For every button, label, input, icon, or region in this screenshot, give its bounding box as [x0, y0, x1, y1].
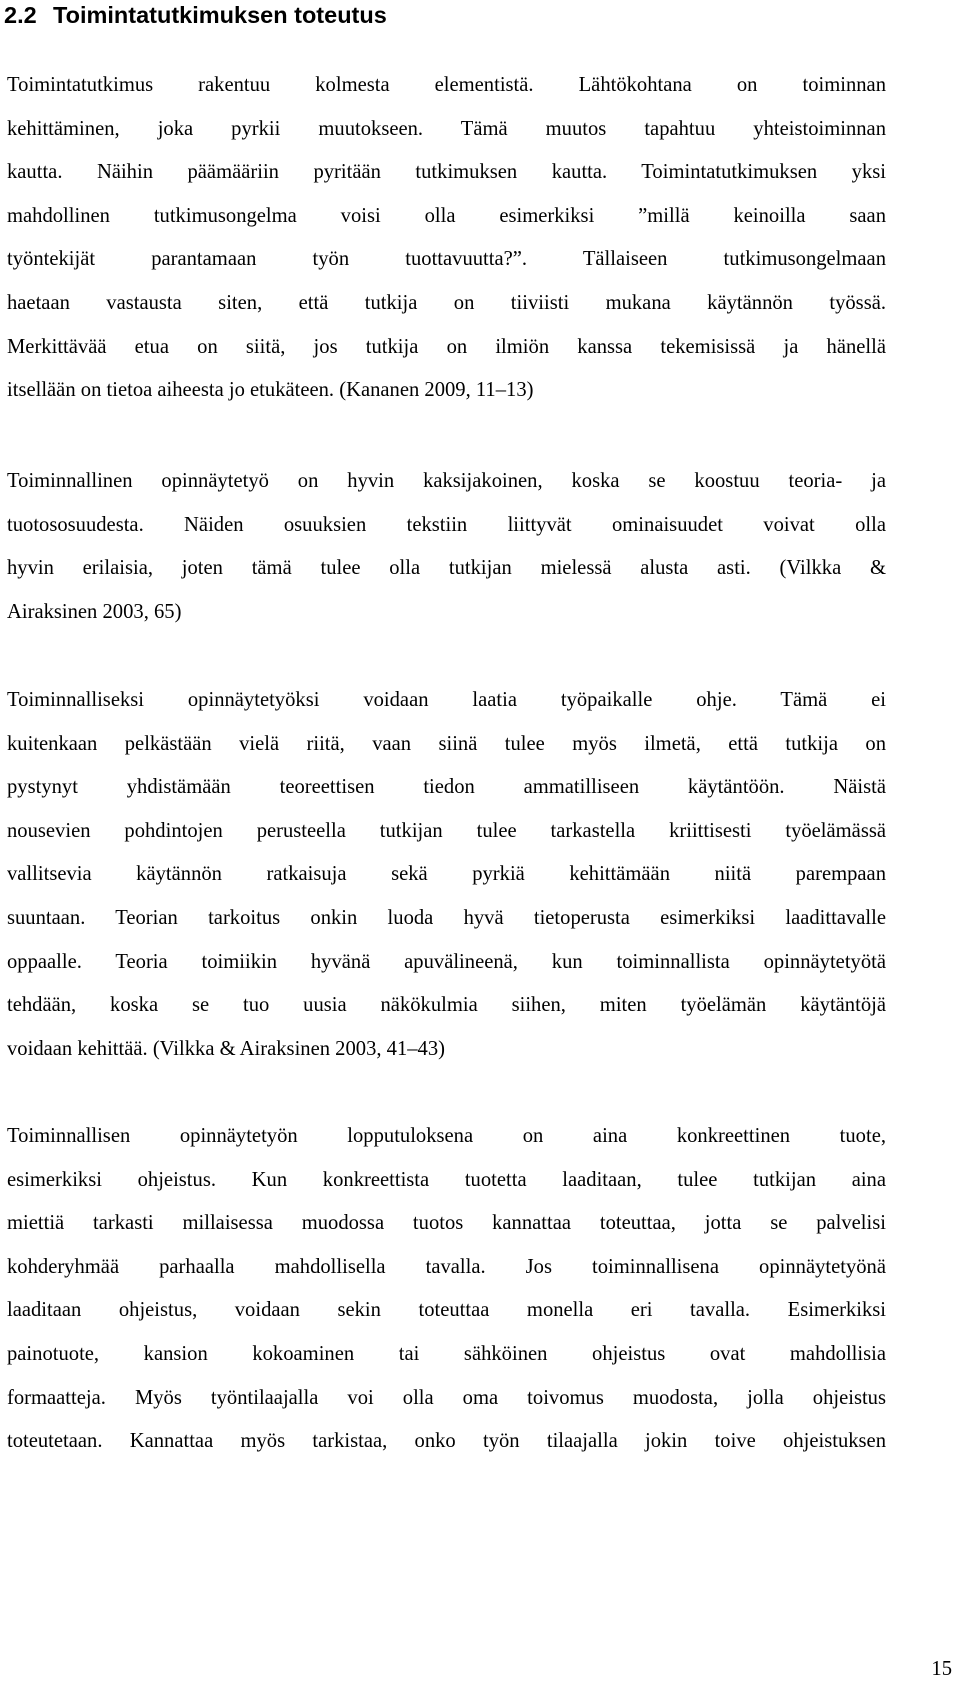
paragraph-line: Toimintatutkimus rakentuu kolmesta elementistä. Lähtökohtana on toiminnan	[7, 74, 886, 96]
paragraph-line: Toiminnallinen opinnäytetyö on hyvin kaksijakoinen, koska se koostuu teoria- ja	[7, 470, 886, 492]
paragraph-line: kehittäminen, joka pyrkii muutokseen. Tämä muutos tapahtuu yhteistoiminnan	[7, 117, 886, 140]
paragraph-line: Toiminnallisen opinnäytetyön lopputuloksena on aina konkreettinen tuote,	[7, 1125, 886, 1147]
paragraph-line: oppaalle. Teoria toimiikin hyvänä apuvälineenä, kun toiminnallista opinnäytetyötä	[7, 950, 886, 973]
paragraph-line: toteutetaan. Kannattaa myös tarkistaa, onko työn tilaajalla jokin toive ohjeistuksen	[7, 1430, 886, 1453]
paragraph-line: nousevien pohdintojen perusteella tutkijan tulee tarkastella kriittisesti työelämässä	[7, 819, 886, 842]
paragraph-line: itsellään on tietoa aiheesta jo etukäteen. (Kananen 2009, 11–13)	[7, 379, 534, 402]
paragraph-2	[7, 460, 886, 634]
paragraph-line: Toiminnalliseksi opinnäytetyöksi voidaan laatia työpaikalle ohje. Tämä ei	[7, 689, 886, 711]
paragraph-line: esimerkiksi ohjeistus. Kun konkreettista tuotetta laaditaan, tulee tutkijan aina	[7, 1168, 886, 1191]
paragraph-4	[7, 1115, 886, 1464]
paragraph-line: tuotososuudesta. Näiden osuuksien tekstiin liittyvät ominaisuudet voivat olla	[7, 513, 886, 536]
paragraph-line: työntekijät parantamaan työn tuottavuutta?”. Tällaiseen tutkimusongelmaan	[7, 248, 886, 271]
section-heading	[4, 0, 387, 30]
paragraph-line: mahdollinen tutkimusongelma voisi olla esimerkiksi ”millä keinoilla saan	[7, 204, 886, 227]
paragraph-line: voidaan kehittää. (Vilkka & Airaksinen 2003, 41–43)	[7, 1037, 445, 1060]
paragraph-line: pystynyt yhdistämään teoreettisen tiedon ammatilliseen käytäntöön. Näistä	[7, 776, 886, 799]
paragraph-line: laaditaan ohjeistus, voidaan sekin toteuttaa monella eri tavalla. Esimerkiksi	[7, 1299, 886, 1322]
paragraph-line: vallitsevia käytännön ratkaisuja sekä pyrkiä kehittämään niitä parempaan	[7, 863, 886, 886]
paragraph-line: formaatteja. Myös työntilaajalla voi olla oma toivomus muodosta, jolla ohjeistus	[7, 1386, 886, 1409]
paragraph-3	[7, 679, 886, 1071]
section-number: 2.2	[4, 2, 37, 28]
paragraph-line: Merkittävää etua on siitä, jos tutkija on ilmiön kanssa tekemisissä ja hänellä	[7, 335, 886, 358]
paragraph-line: kuitenkaan pelkästään vielä riitä, vaan siinä tulee myös ilmetä, että tutkija on	[7, 732, 886, 755]
paragraph-line: Airaksinen 2003, 65)	[7, 600, 182, 623]
section-title: Toimintatutkimuksen toteutus	[53, 2, 387, 28]
paragraph-line: painotuote, kansion kokoaminen tai sähköinen ohjeistus ovat mahdollisia	[7, 1342, 886, 1365]
paragraph-line: suuntaan. Teorian tarkoitus onkin luoda hyvä tietoperusta esimerkiksi laadittavalle	[7, 906, 886, 929]
page-number: 15	[931, 1658, 952, 1680]
paragraph-line: haetaan vastausta siten, että tutkija on tiiviisti mukana käytännön työssä.	[7, 291, 886, 314]
paragraph-line: tehdään, koska se tuo uusia näkökulmia siihen, miten työelämän käytäntöjä	[7, 994, 886, 1017]
paragraph-1	[7, 64, 886, 413]
paragraph-line: kautta. Näihin päämääriin pyritään tutkimuksen kautta. Toimintatutkimuksen yksi	[7, 161, 886, 184]
paragraph-line: kohderyhmää parhaalla mahdollisella tavalla. Jos toiminnallisena opinnäytetyönä	[7, 1255, 886, 1278]
paragraph-line: miettiä tarkasti millaisessa muodossa tuotos kannattaa toteuttaa, jotta se palvelisi	[7, 1212, 886, 1235]
paragraph-line: hyvin erilaisia, joten tämä tulee olla tutkijan mielessä alusta asti. (Vilkka &	[7, 557, 886, 580]
